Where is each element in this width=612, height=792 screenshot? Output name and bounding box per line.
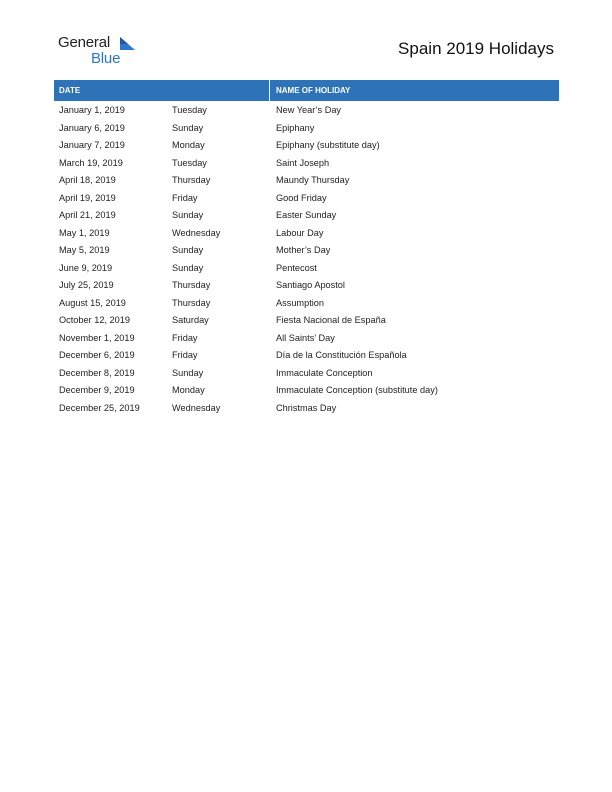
- holiday-weekday: Wednesday: [172, 402, 221, 413]
- holiday-date: January 7, 2019: [59, 140, 125, 150]
- generalblue-logo: [58, 34, 148, 68]
- page-title: Spain 2019 Holidays: [398, 39, 554, 58]
- holiday-name: Pentecost: [276, 262, 317, 273]
- holiday-name: Easter Sunday: [276, 210, 337, 220]
- holiday-weekday: Wednesday: [172, 227, 221, 238]
- table-header: [54, 80, 559, 101]
- holiday-date: December 9, 2019: [59, 385, 135, 395]
- holiday-weekday: Sunday: [172, 262, 204, 273]
- logo-text-general: General: [58, 34, 110, 51]
- holiday-weekday: Friday: [172, 350, 198, 360]
- holiday-date: April 18, 2019: [59, 175, 116, 185]
- table-row: [54, 225, 559, 243]
- table-row: [54, 190, 559, 208]
- holiday-date: March 19, 2019: [59, 157, 123, 168]
- holiday-name: Epiphany (substitute day): [276, 140, 380, 150]
- holiday-name: Labour Day: [276, 227, 324, 238]
- holiday-date: November 1, 2019: [59, 332, 135, 343]
- table-row: [54, 347, 559, 365]
- table-row: [54, 312, 559, 330]
- holiday-weekday: Monday: [172, 385, 205, 395]
- holiday-name: Immaculate Conception: [276, 367, 373, 378]
- table-row: [54, 260, 559, 278]
- header-divider: [269, 80, 270, 101]
- holiday-weekday: Thursday: [172, 280, 211, 290]
- holiday-name: Santiago Apostol: [276, 280, 345, 290]
- holiday-weekday: Saturday: [172, 315, 209, 325]
- holiday-name: Immaculate Conception (substitute day): [276, 385, 438, 395]
- holiday-date: May 1, 2019: [59, 227, 110, 238]
- holiday-name: Maundy Thursday: [276, 175, 350, 185]
- table-row: [54, 172, 559, 190]
- holiday-date: December 6, 2019: [59, 350, 135, 360]
- holiday-date: May 5, 2019: [59, 245, 110, 255]
- holiday-name: Christmas Day: [276, 402, 337, 413]
- logo-text-blue: Blue: [91, 50, 121, 67]
- holiday-name: Fiesta Nacional de España: [276, 315, 386, 325]
- table-row: [54, 102, 559, 120]
- table-row: [54, 382, 559, 400]
- holiday-weekday: Sunday: [172, 367, 204, 378]
- holiday-weekday: Friday: [172, 332, 198, 343]
- column-header-date: DATE: [59, 86, 81, 95]
- holiday-date: December 25, 2019: [59, 402, 140, 413]
- holiday-date: December 8, 2019: [59, 367, 135, 378]
- holiday-weekday: Tuesday: [172, 157, 207, 168]
- holiday-name: Día de la Constitución Española: [276, 350, 407, 360]
- holiday-date: October 12, 2019: [59, 315, 130, 325]
- table-row: [54, 242, 559, 260]
- holiday-weekday: Thursday: [172, 297, 211, 308]
- holiday-date: January 1, 2019: [59, 105, 125, 115]
- holiday-weekday: Thursday: [172, 175, 211, 185]
- table-row: [54, 155, 559, 173]
- holiday-name: Good Friday: [276, 192, 327, 203]
- table-row: [54, 295, 559, 313]
- holiday-weekday: Tuesday: [172, 105, 207, 115]
- table-row: [54, 277, 559, 295]
- holiday-name: All Saints’ Day: [276, 332, 335, 343]
- holiday-name: Saint Joseph: [276, 157, 330, 168]
- holiday-date: July 25, 2019: [59, 280, 114, 290]
- holiday-weekday: Monday: [172, 140, 205, 150]
- holiday-date: June 9, 2019: [59, 262, 113, 273]
- holiday-table-body: [54, 102, 559, 417]
- holiday-weekday: Sunday: [172, 245, 204, 255]
- holiday-name: Mother’s Day: [276, 245, 331, 255]
- holiday-date: April 21, 2019: [59, 210, 116, 220]
- holiday-date: January 6, 2019: [59, 122, 125, 133]
- holiday-name: New Year’s Day: [276, 105, 342, 115]
- holiday-date: August 15, 2019: [59, 297, 126, 308]
- table-row: [54, 365, 559, 383]
- holiday-name: Epiphany: [276, 122, 315, 133]
- holiday-weekday: Sunday: [172, 122, 204, 133]
- logo-triangle-icon: [120, 37, 136, 51]
- table-row: [54, 330, 559, 348]
- holiday-name: Assumption: [276, 297, 325, 308]
- holiday-weekday: Friday: [172, 192, 198, 203]
- holiday-weekday: Sunday: [172, 210, 204, 220]
- holiday-date: April 19, 2019: [59, 192, 116, 203]
- table-row: [54, 400, 559, 418]
- table-row: [54, 120, 559, 138]
- table-row: [54, 207, 559, 225]
- column-header-holiday-name: NAME OF HOLIDAY: [276, 86, 351, 95]
- table-row: [54, 137, 559, 155]
